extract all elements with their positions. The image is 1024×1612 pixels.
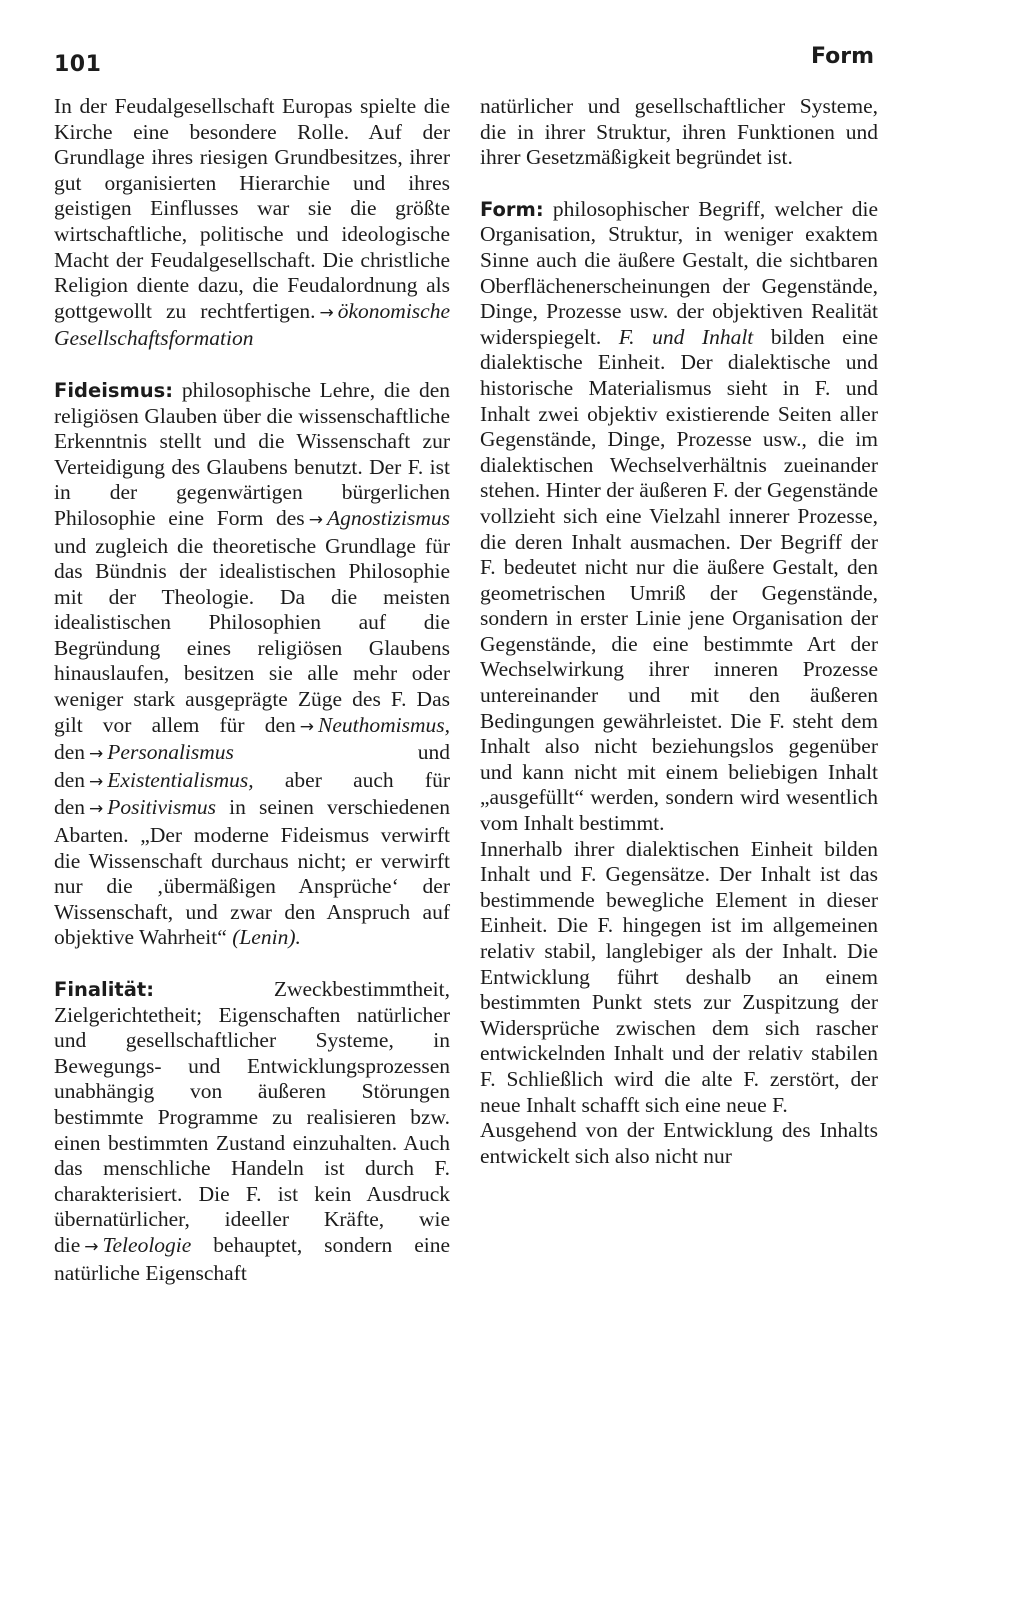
entry-text: und den [54, 740, 450, 792]
cross-reference: Teleologie [102, 1232, 192, 1257]
entry-form [480, 197, 878, 837]
entry-term: Finalität: [54, 978, 155, 1001]
left-column [54, 94, 450, 1286]
entry-term: Form: [480, 197, 544, 221]
cross-reference-arrow-icon: → [89, 771, 104, 792]
feudal-paragraph [54, 94, 450, 352]
cross-reference: Personalismus [107, 740, 234, 765]
form-paragraph-2: Innerhalb ihrer dialektischen Einheit bilden Inhalt und F. Gegensätze. Der Inhalt ist das bestimmende bewegliche Element in dieser Einheit. Die F. hingegen ist im allgemeinen relativ stabil, langlebiger als der Inhalt. Die Entwicklung führt deshalb an einem bestimmten Punkt stets zur Zuspitzung der Widersprüche zwischen dem sich rascher entwickelnden Inhalt und der relativ stabilen F. Schließlich wird die alte F. zerstört, der neue Inhalt schafft sich eine neue F. [480, 836, 878, 1117]
citation: (Lenin). [232, 925, 301, 950]
paragraph-text: In der Feudalgesellschaft Europas spielte die Kirche eine besondere Rolle. Auf der Grundlage ihres riesigen Grundbesitzes, ihrer gut organisierten Hierarchie und ihres geistigen Einflusses war sie die größte wirtschaftliche, politische und ideologische Macht der Feudalgesellschaft. Die christliche Religion diente dazu, die Feudalordnung als gottgewollt zu rechtfertigen. [54, 94, 450, 323]
entry-text: philosophische Lehre, die den religiösen Glauben über die wissenschaftliche Erkenntnis stellt und die Wissenschaft zur Verteidigung des Glaubens benutzt. Der F. ist in der gegenwärtigen bürgerlichen Philosophie eine Form des [54, 377, 450, 530]
entry-finalitaet [54, 977, 450, 1286]
cross-reference-arrow-icon: → [89, 799, 104, 820]
entry-text: in seinen verschiedenen Abarten. „Der moderne Fideismus verwirft die Wissenschaft durchaus nicht; er verwirft nur die ‚übermäßigen Ansprüche‘ der Wissenschaft, und zwar den Anspruch auf objektive Wahrheit“ [54, 795, 450, 950]
cross-reference-arrow-icon: → [84, 1236, 99, 1257]
entry-text: behauptet, sondern eine natürliche Eigenschaft [54, 1232, 450, 1285]
cross-reference-arrow-icon: → [308, 509, 323, 530]
page-number: 101 [54, 52, 102, 77]
form-paragraph-3: Ausgehend von der Entwicklung des Inhalts entwickelt sich also nicht nur [480, 1118, 878, 1168]
cross-reference-arrow-icon: → [319, 302, 334, 323]
cross-reference: Agnostizismus [326, 505, 450, 530]
entry-text: aber auch für den [54, 767, 450, 820]
continued-paragraph: natürlicher und gesellschaftlicher Systeme, die in ihrer Struktur, ihren Funktionen und ihrer Gesetzmäßigkeit begründet ist. [480, 94, 878, 170]
running-head: Form [810, 44, 874, 69]
entry-text: bilden eine dialektische Einheit. Der dialektische und historische Materialismus sieht in F. und Inhalt zwei objektiv existierende Seiten aller Gegenstände, Dinge, Prozesse usw., die im dialektischen Wechselverhältnis zueinander stehen. Hinter der äußeren F. der Gegenstände vollzieht sich eine Vielzahl innerer Prozesse, die deren Inhalt ausmachen. Der Begriff der F. bedeutet nicht nur die äußere Gestalt, den geometrischen Umriß der Gegenstände, sondern in erster Linie jene Organisation der Gegenstände, die eine bestimmte Art der Wechselwirkung ihrer inneren Prozesse untereinander und mit den äußeren Bedingungen gewährleistet. Die F. steht dem Inhalt also nicht beziehungslos gegenüber und kann nicht mit einem beliebigen Inhalt „ausgefüllt“ werden, sondern wird wesentlich vom Inhalt bestimmt. [480, 324, 878, 836]
cross-reference-arrow-icon: → [89, 744, 104, 765]
cross-reference-arrow-icon: → [299, 716, 314, 737]
entry-text: den [54, 740, 86, 765]
cross-reference: ökonomische Gesellschaftsformation [54, 298, 450, 351]
entry-term: Fideismus: [54, 378, 174, 402]
cross-reference: F. und Inhalt [618, 324, 754, 349]
entry-fideismus [54, 378, 450, 951]
entry-text: Zweckbestimmtheit, Zielgerichtetheit; Eigenschaften natürlicher und gesellschaftlicher Systeme, in Bewegungs- und Entwicklungsprozessen unabhängig von äußeren Störungen bestimmte Programme zu realisieren bzw. einen bestimmten Zustand einzuhalten. Auch das menschliche Handeln ist durch F. charakterisiert. Die F. ist kein Ausdruck übernatürlicher, ideeller Kräfte, wie die [54, 977, 450, 1257]
cross-reference: Neuthomismus, [318, 712, 450, 737]
right-column [480, 94, 878, 1169]
entry-text: philosophischer Begriff, welcher die Organisation, Struktur, in weniger exaktem Sinne auch die äußere Gestalt, die sichtbaren Oberflächenerscheinungen der Gegenstände, Dinge, Prozesse usw. der objektiven Realität widerspiegelt. [480, 196, 878, 349]
cross-reference: Existentialismus, [107, 767, 254, 792]
cross-reference: Positivismus [107, 795, 216, 820]
entry-text: und zugleich die theoretische Grundlage für das Bündnis der idealistischen Philosophie mit der Theologie. Da die meisten idealistischen Philosophien auf die Begründung eines religiösen Glaubens hinauslaufen, besitzen sie alle mehr oder weniger stark ausgeprägte Züge des F. Das gilt vor allem für den [54, 533, 450, 737]
